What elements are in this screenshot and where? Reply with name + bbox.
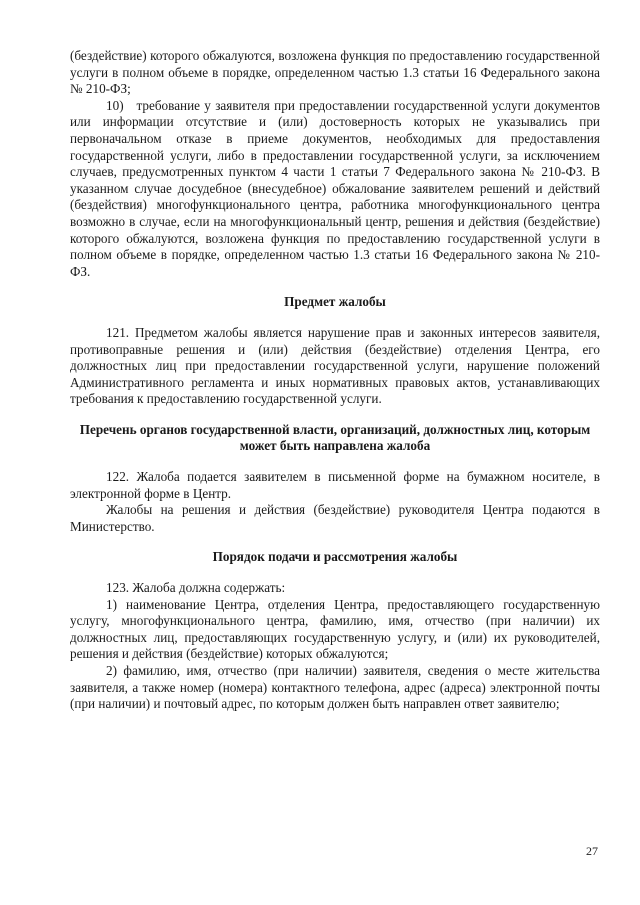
paragraph-123: 123. Жалоба должна содержать:: [106, 580, 286, 596]
list-item-10: 10) требование у заявителя при предоставлении государственной услуги документов или информации отсутствие и (или) достоверность которых не указывались при первоначальном отказе в приеме документов, необходимых для предоставления государственной услуги, либо в предоставлении государственной услуги, за исключением случаев, предусмотренных пунктом 4 части 1 статьи 7 Федерального закона № 210-ФЗ. В указанном случае досудебное (внесудебное) обжалование заявителем решений и действий (бездействия) многофункционального центра, работника многофункционального центра возможно в случае, если на многофункциональный центр, решения и действия (бездействие) которого обжалуются, возложена функция по предоставлению государственной услуги в полном объеме в порядке, определенном частью 1.3 статьи 16 Федерального закона № 210-ФЗ.: [70, 97, 600, 279]
continued-paragraph: (бездействие) которого обжалуются, возложена функция по предоставлению государственной услуги в полном объеме в порядке, определенном частью 1.3 статьи 16 Федерального закона № 210-ФЗ;: [70, 48, 600, 97]
section-heading-filing-procedure: Порядок подачи и рассмотрения жалобы: [212, 549, 458, 565]
section-heading-authorities-list: Перечень органов государственной власти, организаций, должностных лиц, которым может быть направлена жалоба: [79, 421, 591, 454]
list-item-2: 2) фамилию, имя, отчество (при наличии) заявителя, сведения о месте жительства заявителя, а также номер (номера) контактного телефона, адрес (адреса) электронной почты (при наличии) и почтовый адрес, по которым должен быть направлен ответ заявителю;: [70, 663, 600, 712]
paragraph-122-continued: Жалобы на решения и действия (бездействие) руководителя Центра подаются в Министерство.: [70, 502, 600, 534]
page-number: 27: [586, 844, 598, 858]
section-heading-complaint-subject: Предмет жалобы: [284, 294, 386, 310]
paragraph-121: 121. Предметом жалобы является нарушение прав и законных интересов заявителя, противоправные решения и (или) действия (бездействие) отделения Центра, его должностных лиц при предоставлении государственной услуги, нарушение положений Административного регламента и иных нормативных правовых актов, устанавливающих требования к предоставлению государственной услуги.: [70, 324, 600, 407]
list-item-1: 1) наименование Центра, отделения Центра, предоставляющего государственную услугу, многофункционального центра, фамилию, имя, отчество (при наличии) их должностных лиц, предоставляющих государственную услугу, и (или) их руководителей, решения и действия (бездействие) которых обжалуются;: [70, 596, 600, 662]
document-page: [70, 48, 600, 713]
paragraph-122: 122. Жалоба подается заявителем в письменной форме на бумажном носителе, в электронной форме в Центр.: [70, 469, 600, 501]
